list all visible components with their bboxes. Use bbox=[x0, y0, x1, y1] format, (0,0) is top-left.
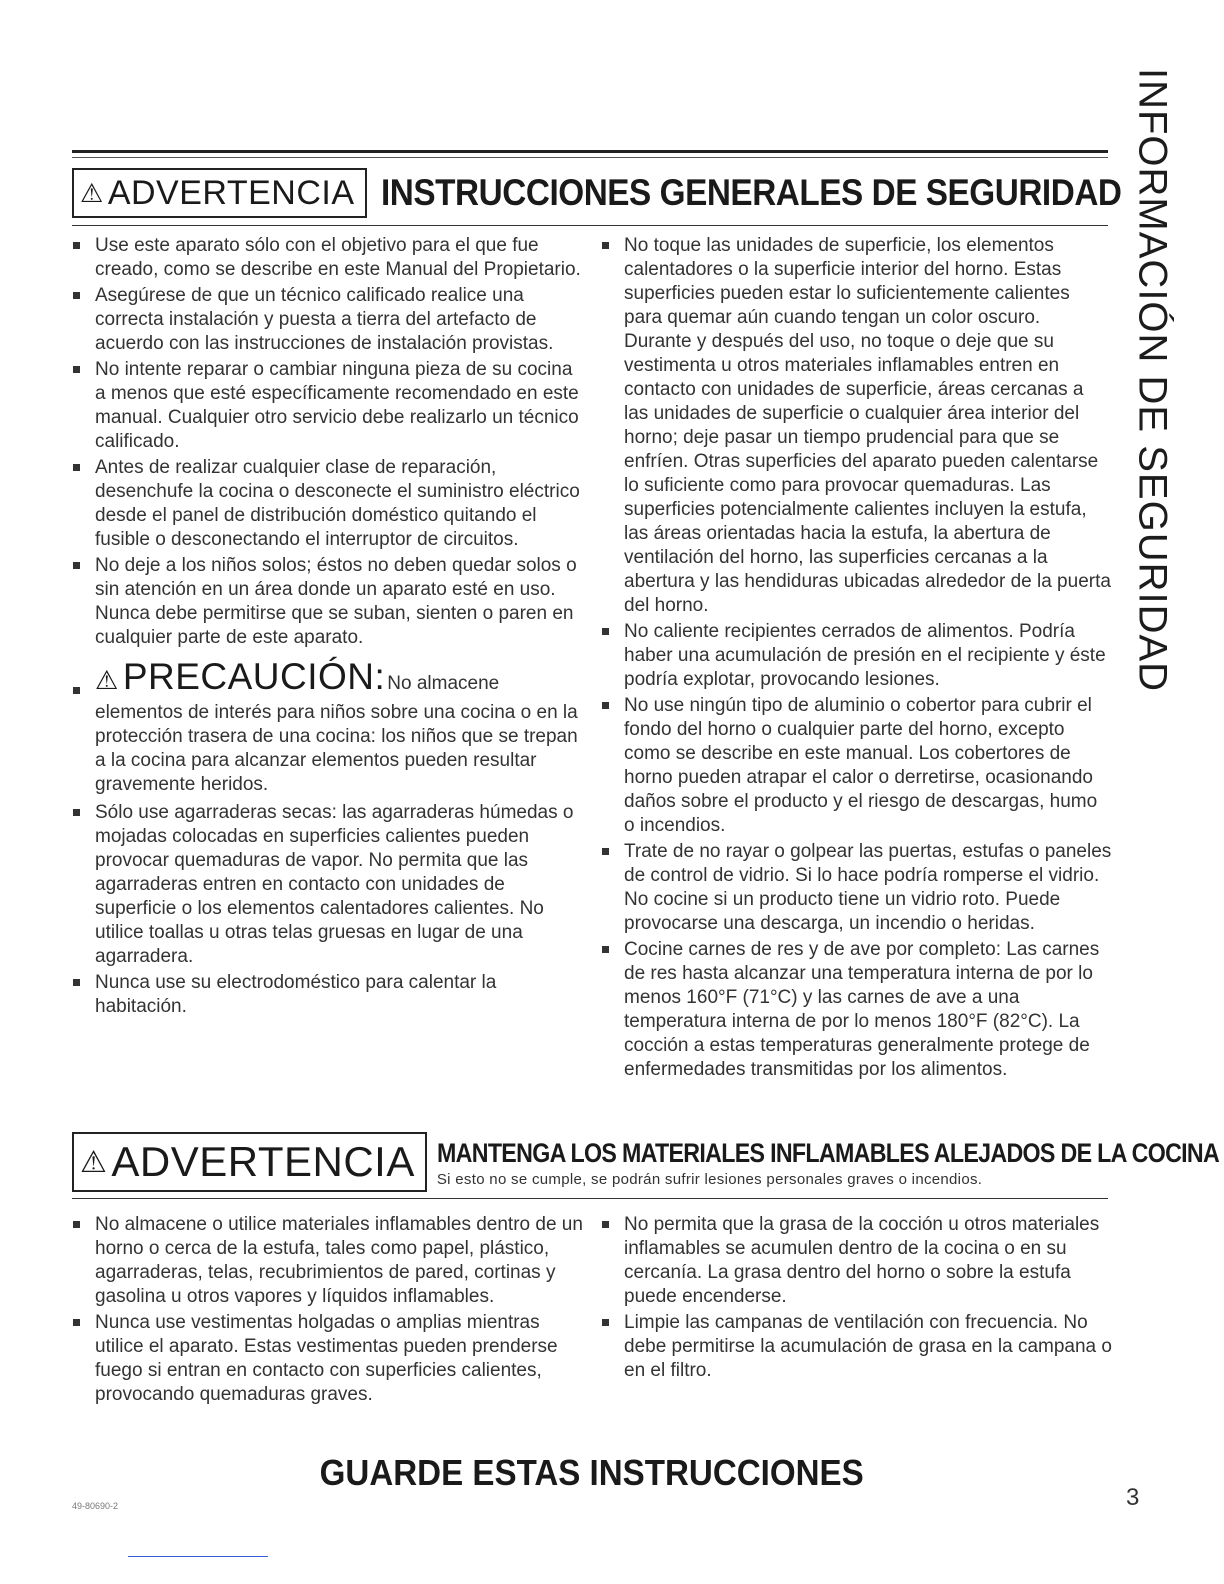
warning-badge-label: ADVERTENCIA bbox=[111, 1138, 415, 1185]
section1-header bbox=[72, 166, 1203, 220]
list-item: Limpie las campanas de ventilación con frecuencia. No debe permitirse la acumulación de grasa en la campana o en el filtro. bbox=[602, 1311, 1112, 1383]
list-item: Use este aparato sólo con el objetivo para el que fue creado, como se describe en este Manual del Propietario. bbox=[73, 234, 583, 282]
section2-right-column bbox=[602, 1213, 1112, 1385]
list-item: No permita que la grasa de la cocción u otros materiales inflamables se acumulen dentro de la cocina o en su cercanía. La grasa dentro del horno o sobre la estufa puede encenderse. bbox=[602, 1213, 1112, 1309]
document-number: 49-80690-2 bbox=[72, 1501, 119, 1511]
list-item: No use ningún tipo de aluminio o cobertor para cubrir el fondo del horno o cualquier parte del horno, excepto como se describe en este manual. Los cobertores de horno pueden atrapar el calor o derretirse, ocasionando daños sobre el producto y el riesgo de descargas, humo o incendios. bbox=[602, 694, 1112, 838]
section1-left-column bbox=[73, 234, 583, 1021]
list-item: Antes de realizar cualquier clase de reparación, desenchufe la cocina o desconecte el suministro eléctrico desde el panel de distribución doméstico quitando el fusible o desconectando el interruptor de circuitos. bbox=[73, 456, 583, 552]
warning-badge bbox=[72, 1132, 427, 1192]
warning-triangle-icon: ⚠ bbox=[95, 665, 119, 695]
section2-title: MANTENGA LOS MATERIALES INFLAMABLES ALEJADOS DE LA COCINA bbox=[436, 1137, 1219, 1168]
list-item: Nunca use su electrodoméstico para calentar la habitación. bbox=[73, 971, 583, 1019]
section2-header bbox=[72, 1130, 1219, 1194]
warning-triangle-icon: ⚠ bbox=[80, 177, 104, 208]
section2-divider bbox=[72, 1198, 1108, 1199]
warning-badge bbox=[72, 168, 367, 218]
section2-left-column bbox=[73, 1213, 583, 1409]
warning-triangle-icon: ⚠ bbox=[80, 1145, 108, 1179]
section2-subtitle: Si esto no se cumple, se podrán sufrir lesiones personales graves o incendios. bbox=[436, 1170, 983, 1188]
list-item: No deje a los niños solos; éstos no deben quedar solos o sin atención en un área donde un aparato esté en uso. Nunca debe permitirse que se suban, sienten o paren en cualquier parte de este aparato. bbox=[73, 554, 583, 650]
top-divider bbox=[72, 150, 1108, 158]
section1-title: INSTRUCCIONES GENERALES DE SEGURIDAD bbox=[380, 172, 1122, 213]
footer-title: GUARDE ESTAS INSTRUCCIONES bbox=[319, 1452, 865, 1493]
list-item: No toque las unidades de superficie, los elementos calentadores o la superficie interior del horno. Estas superficies pueden estar lo suficientemente calientes para quemar aún cuando tengan un color oscuro. Durante y después del uso, no toque o deje que su vestimenta u otros materiales inflamables entren en contacto con unidades de superficie, áreas cercanas a las unidades de superficie o cualquier área interior del horno; deje pasar un tiempo prudencial para que se enfríen. Otras superficies del aparato pueden calentarse lo suficiente como para provocar quemaduras. Las superficies potencialmente calientes incluyen la estufa, las áreas orientadas hacia la estufa, la abertura de ventilación del horno, las superficies cercanas a la abertura y las hendiduras ubicadas alrededor de la puerta del horno. bbox=[602, 234, 1112, 618]
side-tab-label: INFORMACIÓN DE SEGURIDAD bbox=[1130, 68, 1175, 693]
precaution-inline-text: No almacene bbox=[387, 673, 500, 694]
page-number: 3 bbox=[1126, 1484, 1140, 1511]
section1-divider bbox=[72, 225, 1108, 226]
list-item: Trate de no rayar o golpear las puertas, estufas o paneles de control de vidrio. Si lo hace podría romperse el vidrio. No cocine si un producto tiene un vidrio roto. Puede provocarse una descarga, un incendio o heridas. bbox=[602, 840, 1112, 936]
warning-badge-label: ADVERTENCIA bbox=[107, 173, 355, 212]
side-section-tab bbox=[1112, 68, 1192, 693]
precaution-heading: ⚠ PRECAUCIÓN: bbox=[95, 656, 386, 697]
list-item: Asegúrese de que un técnico calificado realice una correcta instalación y puesta a tierra del artefacto de acuerdo con las instrucciones de instalación provistas. bbox=[73, 284, 583, 356]
decorative-link-line bbox=[128, 1556, 268, 1557]
list-item: Cocine carnes de res y de ave por completo: Las carnes de res hasta alcanzar una temperatura interna de por lo menos 160°F (71°C) y las carnes de ave a una temperatura interna de por lo menos 180°F (82°C). La cocción a estas temperaturas generalmente protege de enfermedades transmitidas por los alimentos. bbox=[602, 938, 1112, 1082]
section1-right-column bbox=[602, 234, 1112, 1084]
list-item: No intente reparar o cambiar ninguna pieza de su cocina a menos que esté específicamente recomendado en este manual. Cualquier otro servicio debe realizarlo un técnico calificado. bbox=[73, 358, 583, 454]
list-item: No caliente recipientes cerrados de alimentos. Podría haber una acumulación de presión en el recipiente y éste podría explotar, provocando lesiones. bbox=[602, 620, 1112, 692]
precaution-text: elementos de interés para niños sobre una cocina o en la protección trasera de una cocina: los niños que se trepan a la cocina para alcanzar elementos pueden resultar gravemente heridos. bbox=[95, 702, 578, 795]
precaution-item bbox=[73, 656, 583, 797]
list-item: No almacene o utilice materiales inflamables dentro de un horno o cerca de la estufa, tales como papel, plástico, agarraderas, telas, recubrimientos de pared, cortinas y gasolina u otros vapores y líquidos inflamables. bbox=[73, 1213, 583, 1309]
list-item: Sólo use agarraderas secas: las agarraderas húmedas o mojadas colocadas en superficies calientes pueden provocar quemaduras de vapor. No permita que las agarraderas entren en contacto con unidades de superficie o los elementos calentadores calientes. No utilice toallas u otras telas gruesas en lugar de una agarradera. bbox=[73, 801, 583, 969]
list-item: Nunca use vestimentas holgadas o amplias mientras utilice el aparato. Estas vestimentas pueden prenderse fuego si entran en contacto con superficies calientes, provocando quemaduras graves. bbox=[73, 1311, 583, 1407]
